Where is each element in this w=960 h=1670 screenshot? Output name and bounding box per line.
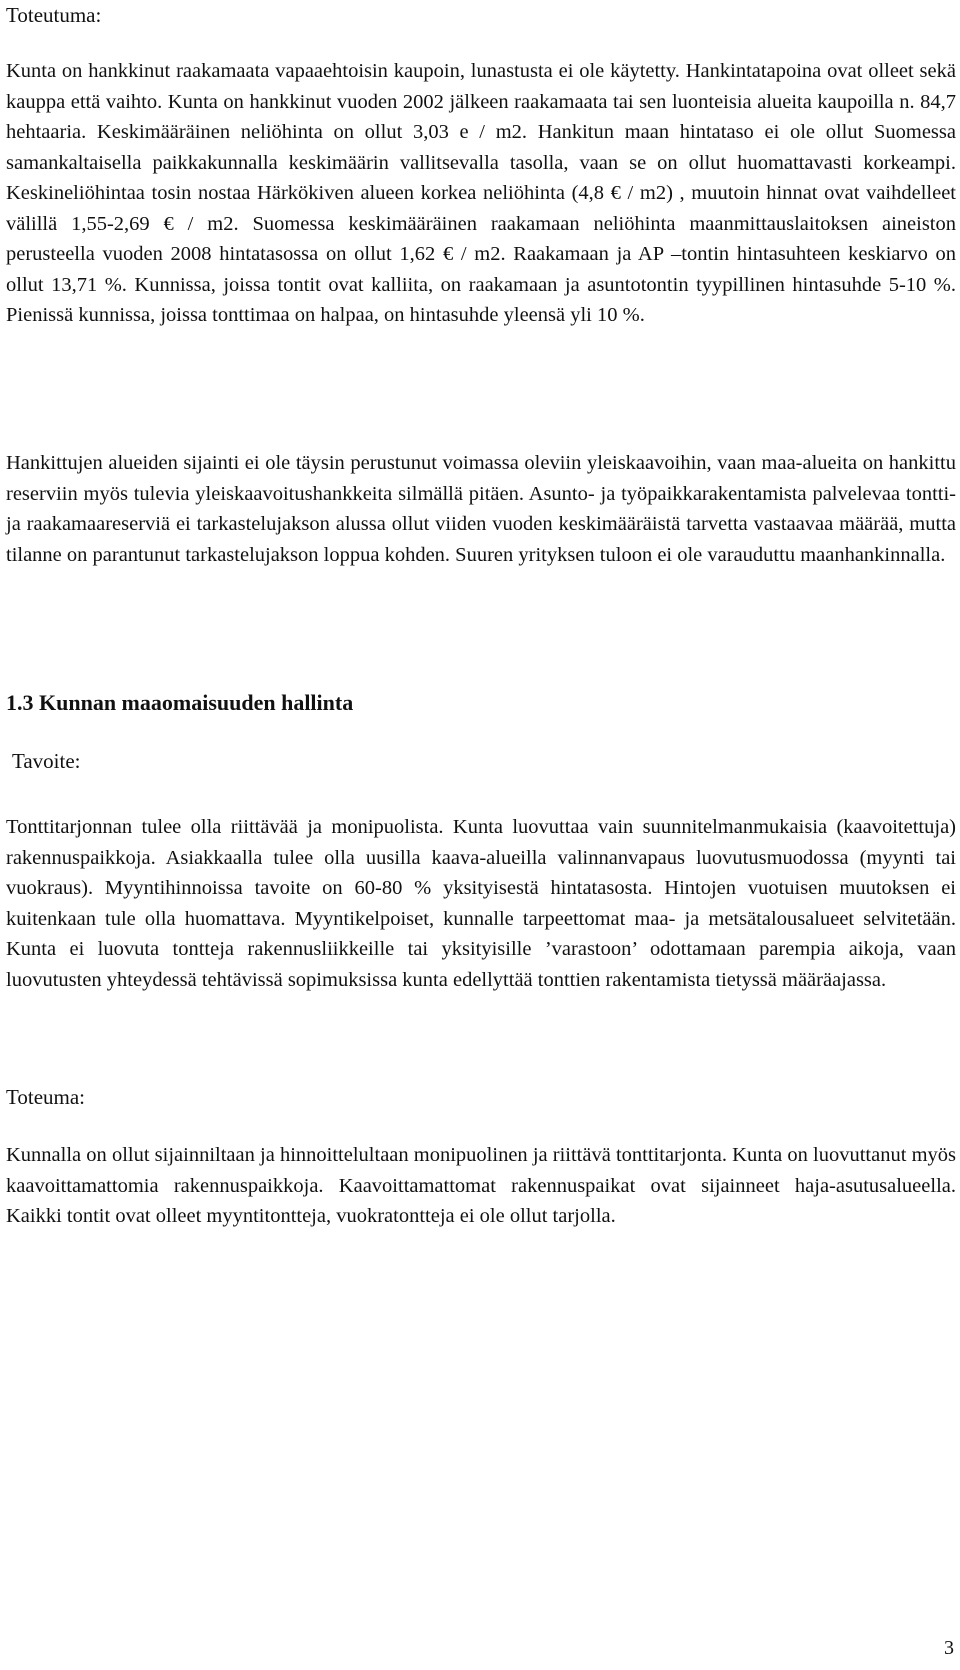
section-number: 1.3 <box>6 690 34 715</box>
goal-label: Tavoite: <box>12 749 81 773</box>
paragraph-result: Kunnalla on ollut sijainniltaan ja hinnoittelultaan monipuolinen ja riittävä tonttitarjonta. Kunta on luovuttanut myös kaavoittamattomia rakennuspaikkoja. Kaavoittamattomat rakennuspaikat ovat sijainneet haja-asutusalueella. Kaikki tontit ovat olleet myyntitontteja, vuokratontteja ei ole ollut tarjolla. <box>6 1144 956 1227</box>
page-number: 3 <box>944 1637 954 1659</box>
section-title: Kunnan maaomaisuuden hallinta <box>39 690 354 715</box>
paragraph-land-acquisition: Kunta on hankkinut raakamaata vapaaehtoisin kaupoin, lunastusta ei ole käytetty. Hankintatapoina ovat olleet sekä kauppa että vaihto. Kunta on hankkinut vuoden 2002 jälkeen raakamaata tai sen luonteisia alueita kaupoilla n. 84,7 hehtaaria. Keskimääräinen neliöhinta on ollut 3,03 e / m2. Hankitun maan hintataso ei ole ollut Suomessa samankaltaisella paikkakunnalla keskimäärin vallitsevalla tasolla, vaan se on ollut huomattavasti korkeampi. Keskineliöhintaa tosin nostaa Härkökiven alueen korkea neliöhinta (4,8 € / m2) , muutoin hinnat ovat vaihdelleet välillä 1,55-2,69 € / m2. Suomessa keskimääräinen raakamaan neliöhinta maanmittauslaitoksen aineiston perusteella vuoden 2008 hintatasossa on ollut 1,62 € / m2. Raakamaan ja AP –tontin hintasuhteen keskiarvo on ollut 13,71 %. Kunnissa, joissa tontit ovat kalliita, on raakamaan ja asuntotontin tyypillinen hintasuhde 5-10 %. Pienissä kunnissa, joissa tonttimaa on halpaa, on hintasuhde yleensä yli 10 %. <box>6 60 956 326</box>
result-label-1: Toteutuma: <box>6 3 102 27</box>
paragraph-land-location: Hankittujen alueiden sijainti ei ole täysin perustunut voimassa oleviin yleiskaavoihin, vaan maa-alueita on hankittu reserviin myös tulevia yleiskaavoitushankkeita silmällä pitäen. Asunto- ja työpaikkarakentamista palvelevaa tontti- ja raakamaareserviä ei tarkastelujakson alussa ollut viiden vuoden keskimääräistä tarvetta vastaavaa määrää, mutta tilanne on parantunut tarkastelujakson loppua kohden. Suuren yrityksen tuloon ei ole varauduttu maanhankinnalla. <box>6 452 956 566</box>
section-heading <box>6 688 353 718</box>
result-label-2: Toteuma: <box>6 1085 86 1109</box>
paragraph-goal: Tonttitarjonnan tulee olla riittävää ja monipuolista. Kunta luovuttaa vain suunnitelmanmukaisia (kaavoitettuja) rakennuspaikkoja. Asiakkaalla tulee olla uusilla kaava-alueilla valinnanvapaus luovutusmuodossa (myynti tai vuokraus). Myyntihinnoissa tavoite on 60-80 % yksityisestä hintatasosta. Hintojen vuotuisen muutoksen ei kuitenkaan tule olla huomattava. Myyntikelpoiset, kunnalle tarpeettomat maa- ja metsätalousalueet selvitetään. Kunta ei luovuta tontteja rakennusliikkeille tai yksityisille ’varastoon’ odottamaan parempia aikoja, vaan luovutusten yhteydessä tehtävissä sopimuksissa kunta edellyttää tonttien rakentamista tietyssä määräajassa. <box>6 816 956 991</box>
